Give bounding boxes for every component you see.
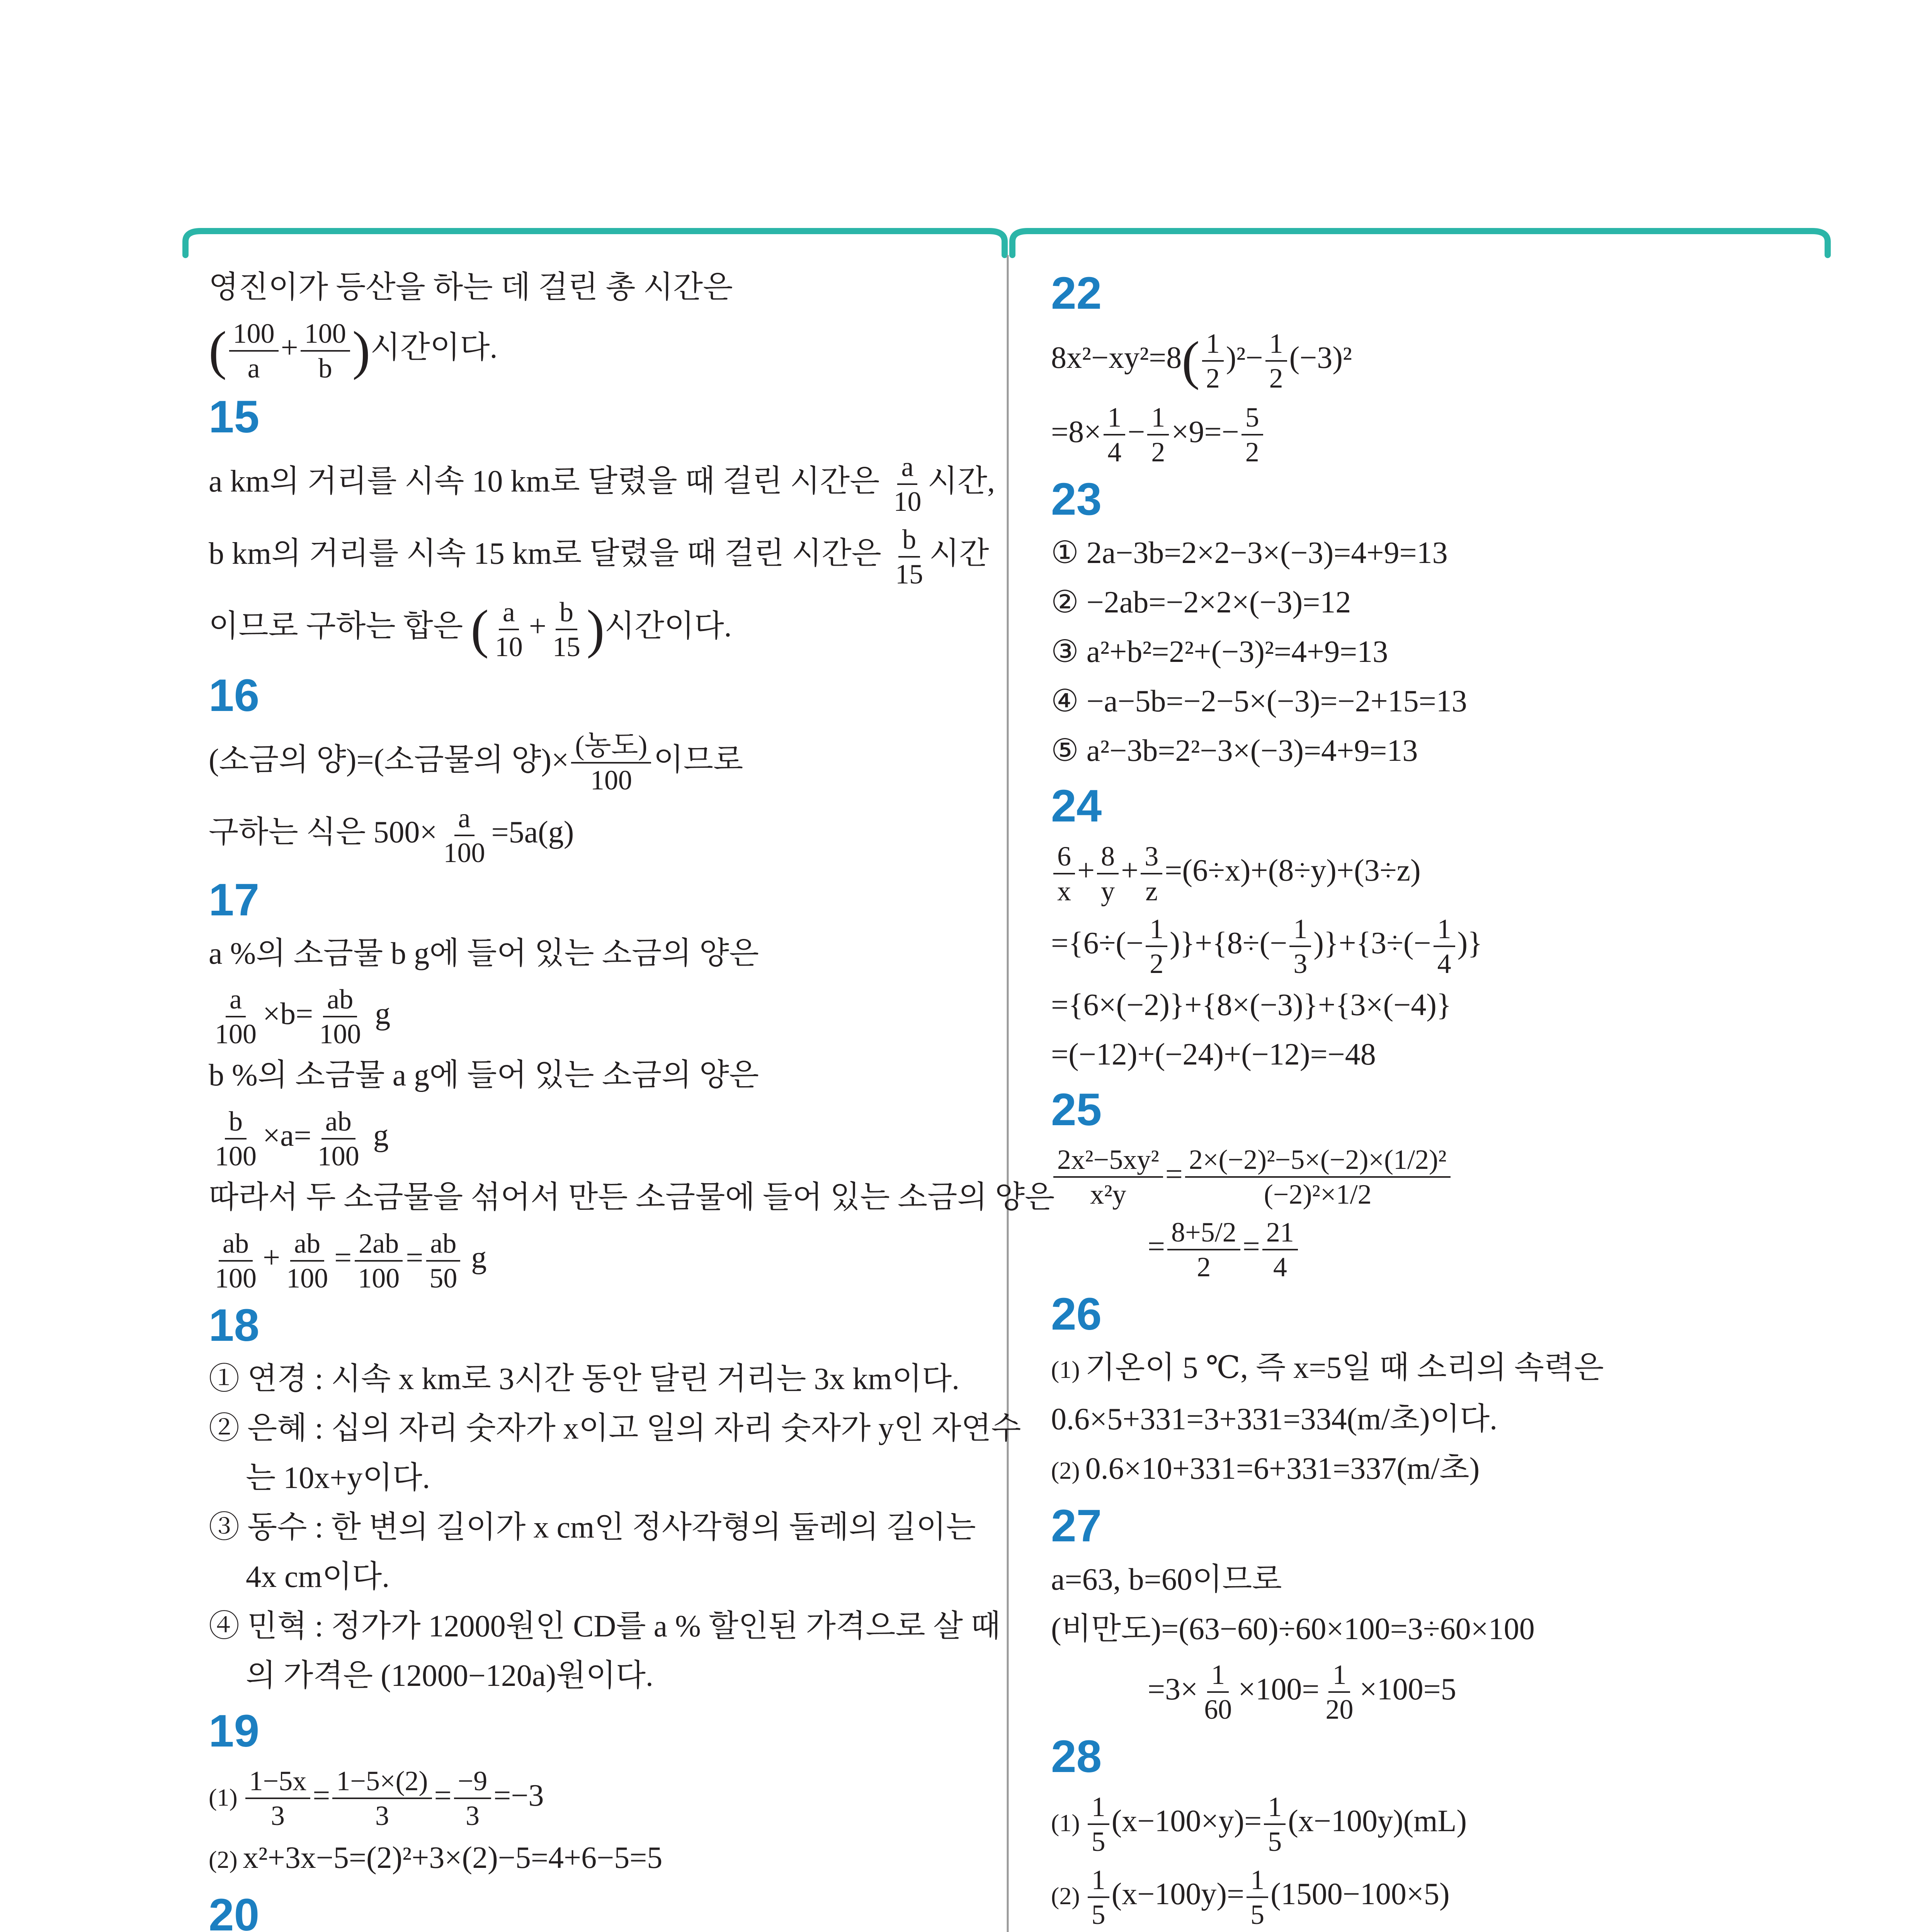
solution-line: 구하는 식은 500× $\frac{a}{100}$ =5a(g) xyxy=(209,797,974,869)
solution-line: ① 2a−3b=2×2−3×(−3)=4+9=13 xyxy=(1051,536,1448,570)
fraction: $\frac{1}{2}$ xyxy=(1146,912,1167,980)
right-column-header-bracket xyxy=(1012,231,1828,255)
solution-line: ① 연경 : 시속 x km로 3시간 동안 달린 거리는 3x km이다. xyxy=(209,1362,960,1396)
fraction: $\frac{\text{2×(−2)²−5×(−2)×(1/2)²}}{\text{(−2)²×1/2}}$ xyxy=(1185,1143,1451,1211)
solution-line: 의 가격은 (12000−120a)원이다. xyxy=(246,1658,653,1693)
fraction: $\frac{\text{(농도)}}{100}$ xyxy=(571,729,651,797)
fraction: $\frac{8}{y}$ xyxy=(1097,840,1119,908)
fraction: $\frac{1}{5}$ xyxy=(1247,1863,1268,1931)
solution-line: (2) $\frac{1}{5}$ (x−100y)= $\frac{1}{5}$ (1500−100×5) xyxy=(1051,1859,1824,1932)
solution-line: =3× $\frac{1}{60}$ ×100= $\frac{1}{20}$ ×100=5 xyxy=(1051,1654,1824,1726)
fraction: $\frac{1}{5}$ xyxy=(1264,1790,1286,1858)
solution-line: ④ −a−5b=−2−5×(−3)=−2+15=13 xyxy=(1051,684,1467,719)
fraction: $\frac{3}{z}$ xyxy=(1141,840,1162,908)
right-column xyxy=(1051,263,1824,1932)
solution-line: ② 은혜 : 십의 자리 숫자가 x이고 일의 자리 숫자가 y인 자연수 xyxy=(209,1411,1021,1446)
solution-line: 는 10x+y이다. xyxy=(246,1461,430,1495)
problem-number-28: 28 xyxy=(1051,1731,1102,1782)
fraction: $\frac{21}{4}$ xyxy=(1262,1216,1298,1284)
solution-line: ② −2ab=−2×2×(−3)=12 xyxy=(1051,585,1351,620)
solution-line: $\frac{b}{100}$ ×a= $\frac{ab}{100}$ g xyxy=(209,1100,974,1173)
solution-line: (1) 기온이 5 ℃, 즉 x=5일 때 소리의 속력은 xyxy=(1051,1350,1604,1385)
solution-line: (2) 0.6×10+331=6+331=337(m/초) xyxy=(1051,1451,1480,1486)
solution-line: =8× $\frac{1}{4}$ − $\frac{1}{2}$ ×9=− $\frac{5}{2}$ xyxy=(1051,396,1824,469)
solution-line: ⑤ a²−3b=2²−3×(−3)=4+9=13 xyxy=(1051,734,1418,768)
problem-number-16: 16 xyxy=(209,670,260,721)
solution-line: ③ 동수 : 한 변의 길이가 x cm인 정사각형의 둘레의 길이는 xyxy=(209,1510,976,1544)
fraction: $\frac{ab}{50}$ xyxy=(425,1227,461,1295)
fraction: $\frac{b}{15}$ xyxy=(549,595,584,663)
solution-line: (비만도)=(63−60)÷60×100=3÷60×100 xyxy=(1051,1612,1535,1646)
solution-line: $\frac{ab}{100}$ + $\frac{ab}{100}$ = $\frac{2ab}{100}$ = $\frac{ab}{50}$ g xyxy=(209,1222,974,1295)
fraction: $\frac{ab}{100}$ xyxy=(282,1227,332,1295)
problem-number-17: 17 xyxy=(209,874,260,925)
problem-number-22: 22 xyxy=(1051,268,1102,319)
solution-line: $\frac{6}{x}$ + $\frac{8}{y}$ + $\frac{3}{z}$ =(6÷x)+(8÷y)+(3÷z) xyxy=(1051,835,1824,908)
solution-line: b km의 거리를 시속 15 km로 달렸을 때 걸린 시간은 $\frac{b}{15}$ 시간 xyxy=(209,518,974,591)
fraction: $\frac{1}{2}$ xyxy=(1202,327,1224,395)
solution-line: 이므로 구하는 합은 ( $\frac{a}{10}$ + $\frac{b}{15}$ )시간이다. xyxy=(209,591,974,665)
solution-line: (1) $\frac{1-5x}{3}$ = $\frac{1-5\times(2)}{3}$ = $\frac{-9}{3}$ =−3 xyxy=(209,1760,974,1833)
fraction: $\frac{1}{3}$ xyxy=(1289,912,1311,980)
fraction: $\frac{1}{2}$ xyxy=(1265,327,1287,395)
solution-line: 0.6×5+331=3+331=334(m/초)이다. xyxy=(1051,1402,1498,1436)
fraction: $\frac{5}{2}$ xyxy=(1242,401,1263,469)
fraction: $\frac{ab}{100}$ xyxy=(211,1227,260,1295)
problem-number-25: 25 xyxy=(1051,1084,1102,1135)
fraction: $\frac{a}{100}$ xyxy=(211,983,260,1051)
fraction: $\frac{a}{10}$ xyxy=(889,450,925,518)
solution-line: ={6÷(− $\frac{1}{2}$ )}+{8÷(− $\frac{1}{3}$ )}+{3÷(− $\frac{1}{4}$ )} xyxy=(1051,908,1824,980)
solution-line: 8x²−xy²=8( $\frac{1}{2}$ )²− $\frac{1}{2}$ (−3)² xyxy=(1051,322,1824,396)
problem-number-18: 18 xyxy=(209,1299,260,1351)
fraction: $\frac{\text{2x²−5xy²}}{\text{x²y}}$ xyxy=(1053,1143,1163,1211)
fraction: $\frac{1-5\times(2)}{3}$ xyxy=(332,1764,432,1832)
fraction: $\frac{8+5/2}{2}$ xyxy=(1167,1216,1240,1284)
fraction: $\frac{1-5x}{3}$ xyxy=(245,1764,311,1832)
problem-number-15: 15 xyxy=(209,391,260,442)
left-column xyxy=(209,263,1055,1932)
solution-line: 따라서 두 소금물을 섞어서 만든 소금물에 들어 있는 소금의 양은 xyxy=(209,1180,1055,1215)
problem-number-23: 23 xyxy=(1051,474,1102,525)
fraction: $\frac{1}{60}$ xyxy=(1200,1658,1236,1726)
fraction: $\frac{1}{5}$ xyxy=(1088,1790,1109,1858)
solution-line: (소금의 양)=(소금물의 양)× $\frac{\text{(농도)}}{100}$ 이므로 xyxy=(209,724,974,797)
problem-number-19: 19 xyxy=(209,1705,260,1757)
fraction: $\frac{6}{x}$ xyxy=(1053,840,1075,908)
fraction: $\frac{100}{a}$ xyxy=(229,317,279,385)
solution-line: ③ a²+b²=2²+(−3)²=4+9=13 xyxy=(1051,635,1388,669)
fraction: $\frac{ab}{100}$ xyxy=(314,1105,363,1173)
problem-number-20: 20 xyxy=(209,1889,260,1932)
problem-number-27: 27 xyxy=(1051,1500,1102,1551)
problem-number-26: 26 xyxy=(1051,1288,1102,1340)
fraction: $\frac{a}{10}$ xyxy=(491,595,527,663)
solution-line: a km의 거리를 시속 10 km로 달렸을 때 걸린 시간은 $\frac{a}{10}$ 시간, xyxy=(209,446,974,519)
fraction: $\frac{1}{20}$ xyxy=(1321,1658,1357,1726)
fraction: $\frac{ab}{100}$ xyxy=(315,983,365,1051)
fraction: $\frac{1}{2}$ xyxy=(1147,401,1169,469)
problem-number-24: 24 xyxy=(1051,781,1102,832)
fraction: $\frac{1}{4}$ xyxy=(1434,912,1455,980)
fraction: $\frac{1}{4}$ xyxy=(1104,401,1125,469)
fraction: $\frac{1}{5}$ xyxy=(1088,1863,1109,1931)
fraction: $\frac{-9}{3}$ xyxy=(454,1764,492,1832)
fraction: $\frac{b}{100}$ xyxy=(211,1105,260,1173)
solution-line: b %의 소금물 a g에 들어 있는 소금의 양은 xyxy=(209,1058,759,1093)
fraction: $\frac{2ab}{100}$ xyxy=(354,1227,403,1295)
solution-line: ④ 민혁 : 정가가 12000원인 CD를 a % 할인된 가격으로 살 때 xyxy=(209,1609,1001,1643)
solution-line: a=63, b=60이므로 xyxy=(1051,1562,1282,1597)
solution-line: =(−12)+(−24)+(−12)=−48 xyxy=(1051,1037,1376,1071)
intro-line-1: 영진이가 등산을 하는 데 걸린 총 시간은 xyxy=(209,270,733,304)
left-column-header-bracket xyxy=(185,231,1005,255)
solution-line: $\frac{\text{2x²−5xy²}}{\text{x²y}}$ = $\frac{\text{2×(−2)²−5×(−2)×(1/2)²}}{\text{(−2)²×1/2}}$ xyxy=(1051,1139,1824,1211)
solution-line: (2) x²+3x−5=(2)²+3×(2)−5=4+6−5=5 xyxy=(209,1840,663,1875)
fraction: $\frac{a}{100}$ xyxy=(440,801,489,869)
solution-line: (1) $\frac{1}{5}$ (x−100×y)= $\frac{1}{5}$ (x−100y)(mL) xyxy=(1051,1786,1824,1859)
solution-line: a %의 소금물 b g에 들어 있는 소금의 양은 xyxy=(209,936,759,971)
intro-line-2: ( $\frac{100}{a}$ + $\frac{100}{b}$ )시간이다. xyxy=(209,312,974,386)
fraction: $\frac{b}{15}$ xyxy=(891,523,927,591)
solution-line: $\frac{a}{100}$ ×b= $\frac{ab}{100}$ g xyxy=(209,978,974,1051)
solution-line: ={6×(−2)}+{8×(−3)}+{3×(−4)} xyxy=(1051,988,1452,1022)
fraction: $\frac{100}{b}$ xyxy=(301,317,350,385)
solution-line: = $\frac{8+5/2}{2}$ = $\frac{21}{4}$ xyxy=(1051,1211,1824,1284)
solution-line: 4x cm이다. xyxy=(246,1560,390,1594)
